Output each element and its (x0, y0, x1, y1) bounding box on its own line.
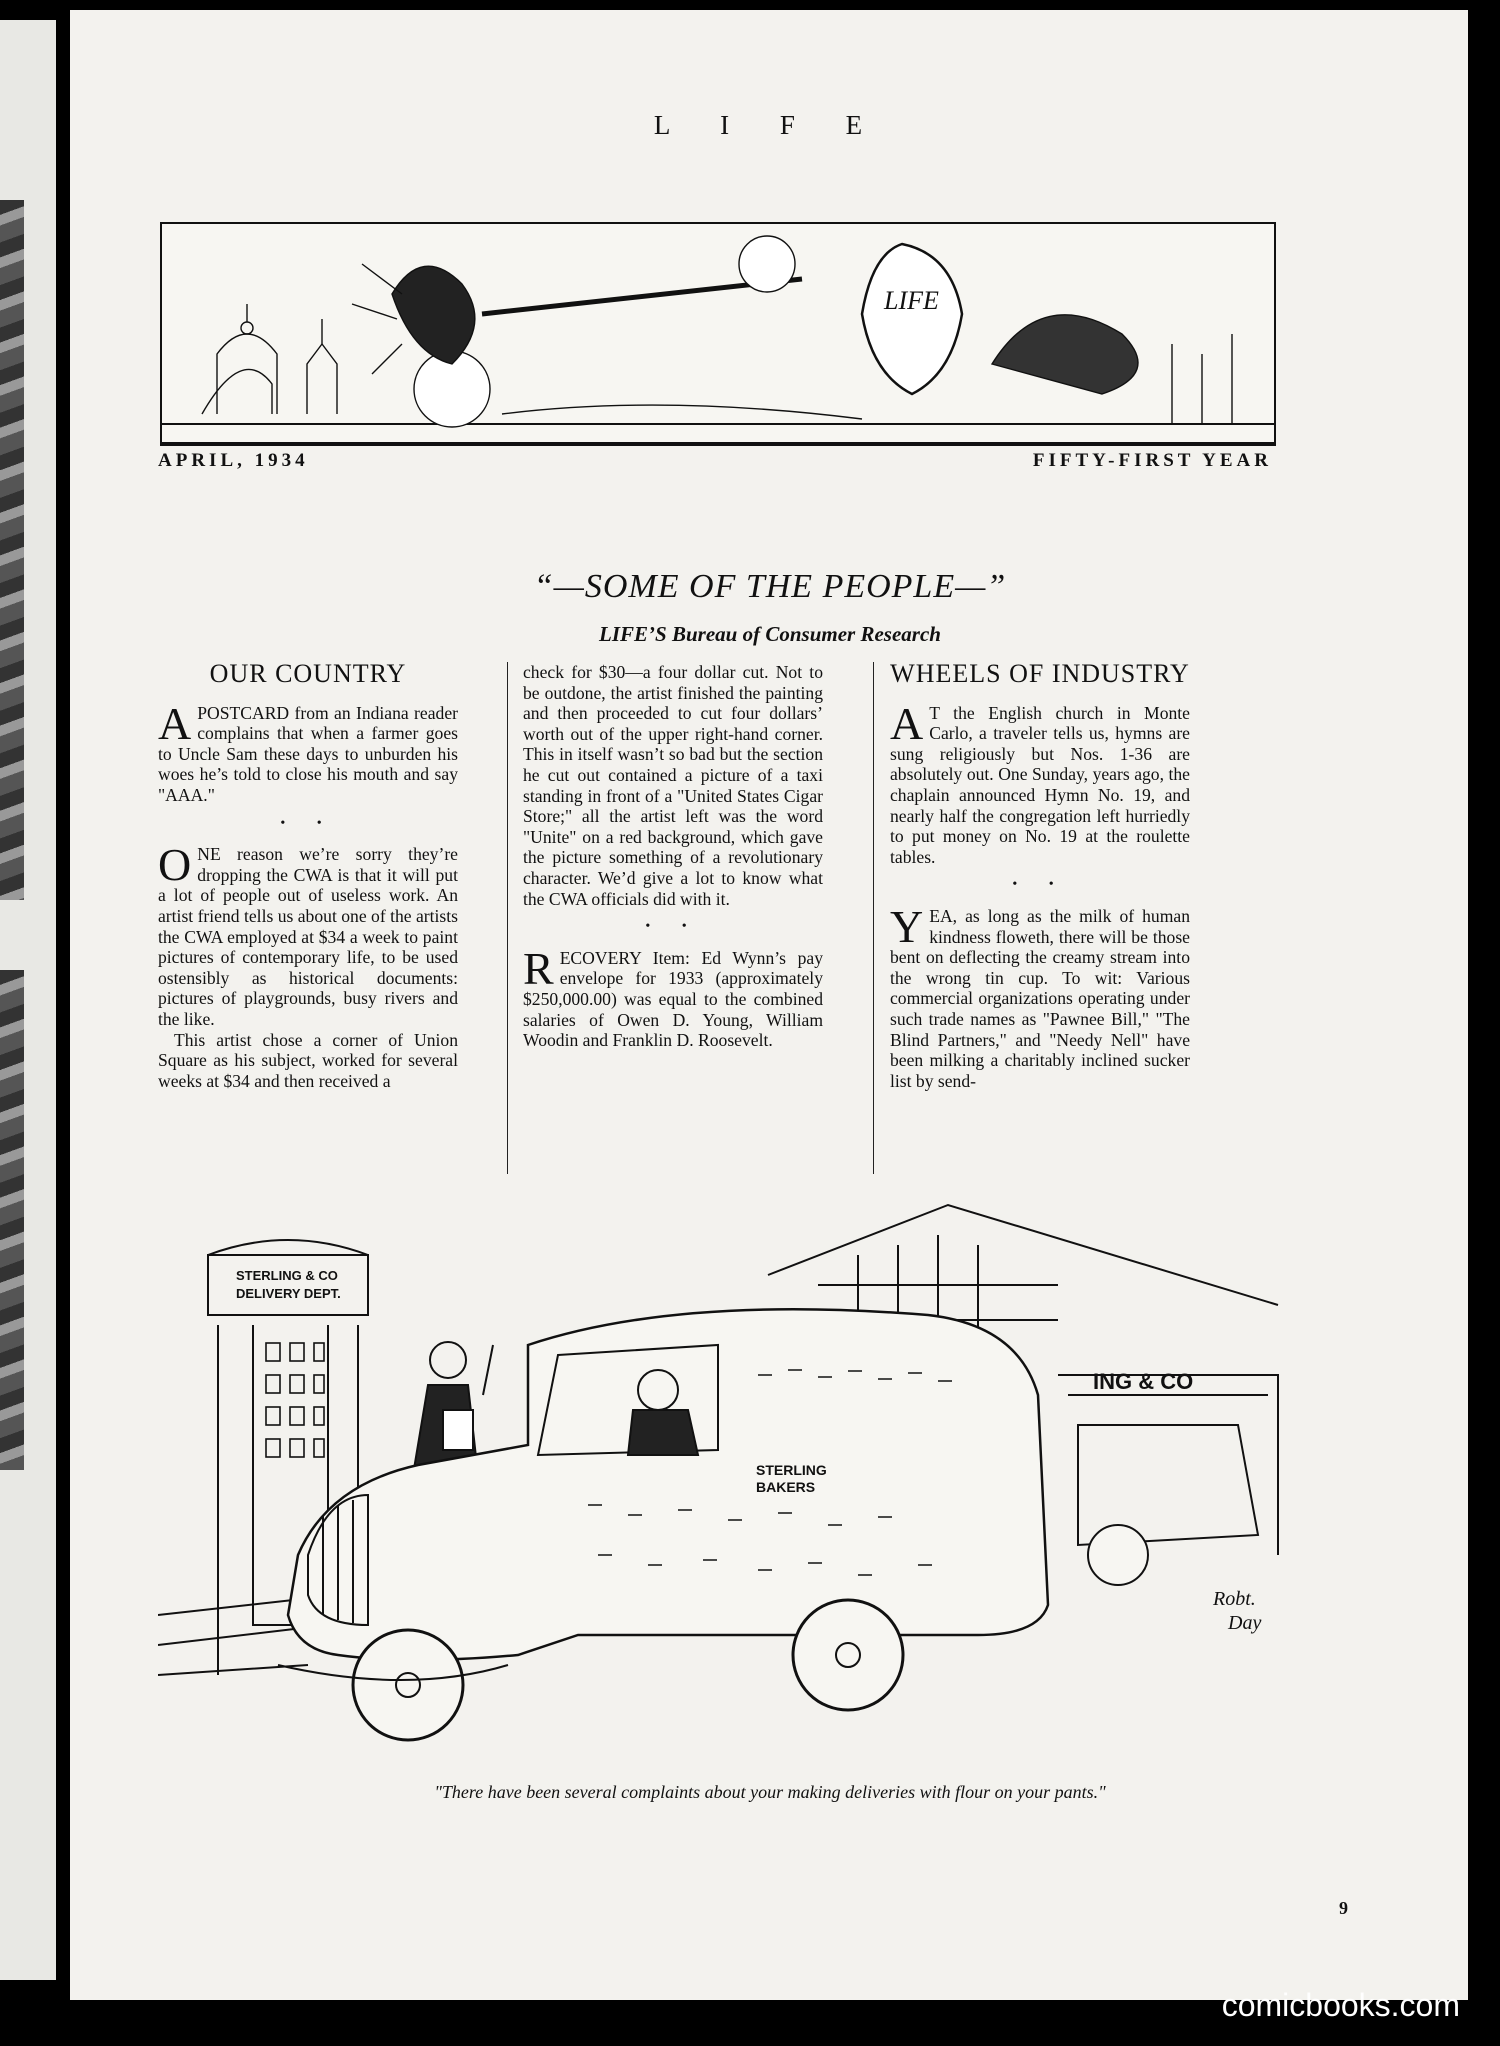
paragraph-monte-carlo (890, 697, 1190, 868)
paragraph-text: ECOVERY Item: Ed Wynn’s pay envelope for 1933 (approximately $250,000.00) was equal to the combined salaries of Owen D. Young, William Woodin and Franklin D. Roosevelt. (523, 947, 823, 1051)
artist-signature-line2: Day (1228, 1612, 1262, 1634)
paragraph-text: T the English church in Monte Carlo, a traveler tells us, hymns are sung religiously but Nos. 1-36 are absolutely out. One Sunday, years ago, the chaplain announced Hymn No. 19, and nearly half the congregation left hurriedly to put money on No. 19 at the roulette tables. (890, 702, 1190, 867)
adjacent-page-edge (0, 20, 56, 1980)
paragraph-recovery (523, 942, 823, 1051)
column-our-country (158, 659, 459, 1091)
truck-label-line1: STERLING (756, 1462, 827, 1478)
section-title-wheels-of-industry: WHEELS OF INDUSTRY (890, 659, 1190, 688)
drop-cap: Y (890, 900, 924, 952)
section-separator: • • (280, 815, 336, 831)
issue-date: APRIL, 1934 (158, 450, 309, 471)
section-separator: • • (1012, 877, 1068, 893)
artist-signature-line1: Robt. (1213, 1588, 1256, 1610)
drop-cap: A (158, 697, 192, 749)
column-rule-2 (873, 662, 874, 1174)
column-wheels-of-industry (890, 659, 1190, 1091)
page-number: 9 (1339, 1898, 1348, 1918)
banner-drawing (162, 224, 1274, 442)
section-separator: • • (645, 919, 701, 935)
adjacent-photo-strip-top (0, 200, 24, 900)
paragraph-postcard (158, 697, 458, 806)
delivery-sign-line2: DELIVERY DEPT. (236, 1286, 341, 1301)
garage-sign: ING & CO (1093, 1369, 1194, 1394)
cartoon-drawing (158, 1195, 1338, 1775)
paragraph-cwa (158, 839, 459, 1029)
watermark: comicbooks.com (1221, 1987, 1460, 2023)
banner-illustration (160, 222, 1276, 446)
magazine-page (70, 10, 1468, 2000)
paragraph-yea (890, 900, 1190, 1091)
article-headline: “—SOME OF THE PEOPLE—” (533, 568, 1007, 605)
truck-label-line2: BAKERS (756, 1479, 816, 1495)
banner-shield-text: LIFE (884, 286, 939, 315)
adjacent-photo-strip-bottom (0, 970, 24, 1470)
paragraph-text: NE reason we’re sorry they’re dropping the CWA is that it will put a lot of people out of useless work. An artist friend tells us about one of the artists the CWA employed at $34 a week to paint pictures of contemporary life, to be used ostensibly as historical documents: pictures of playgrounds, busy rivers and the like. (158, 844, 459, 1029)
paragraph-union-square: This artist chose a corner of Union Square as his subject, worked for several weeks at $34 and then received a (158, 1029, 458, 1091)
paragraph-text: EA, as long as the milk of human kindness floweth, there will be those bent on deflecting the creamy stream into the wrong tin cup. To wit: Various commercial organizations operating under such trade names as "Pawnee Bill," "The Blind Partners," and "Needy Nell" have been milking a charitably inclined sucker list by send- (890, 905, 1190, 1091)
column-middle (523, 662, 823, 1051)
cartoon-illustration (158, 1195, 1338, 1775)
drop-cap: A (890, 697, 924, 749)
drop-cap: R (523, 942, 554, 994)
paragraph-check: check for $30—a four dollar cut. Not to be outdone, the artist finished the painting and then proceeded to cut four dollars’ worth out of the upper right-hand corner. This in itself wasn’t so bad but the section he cut out contained a picture of a taxi standing in front of a "United States Cigar Store;" all the artist left was the word "Unite" on a red background, which gave the picture something of a revolutionary character. We’d give a lot to know what the CWA officials did with it. (523, 662, 823, 909)
cartoon-caption: "There have been several complaints about your making deliveries with flour on your pants." (434, 1782, 1106, 1802)
article-subhead: LIFE’S Bureau of Consumer Research (599, 622, 941, 646)
column-rule-1 (507, 662, 508, 1174)
paragraph-text: POSTCARD from an Indiana reader complains that when a farmer goes to Uncle Sam these days to unburden his woes he’s told to close his mouth and say "AAA." (158, 702, 458, 805)
delivery-sign-line1: STERLING & CO (236, 1268, 338, 1283)
issue-year: FIFTY-FIRST YEAR (1032, 450, 1272, 471)
drop-cap: O (158, 839, 192, 891)
section-title-our-country: OUR COUNTRY (209, 659, 407, 688)
masthead: L I F E (653, 110, 885, 140)
